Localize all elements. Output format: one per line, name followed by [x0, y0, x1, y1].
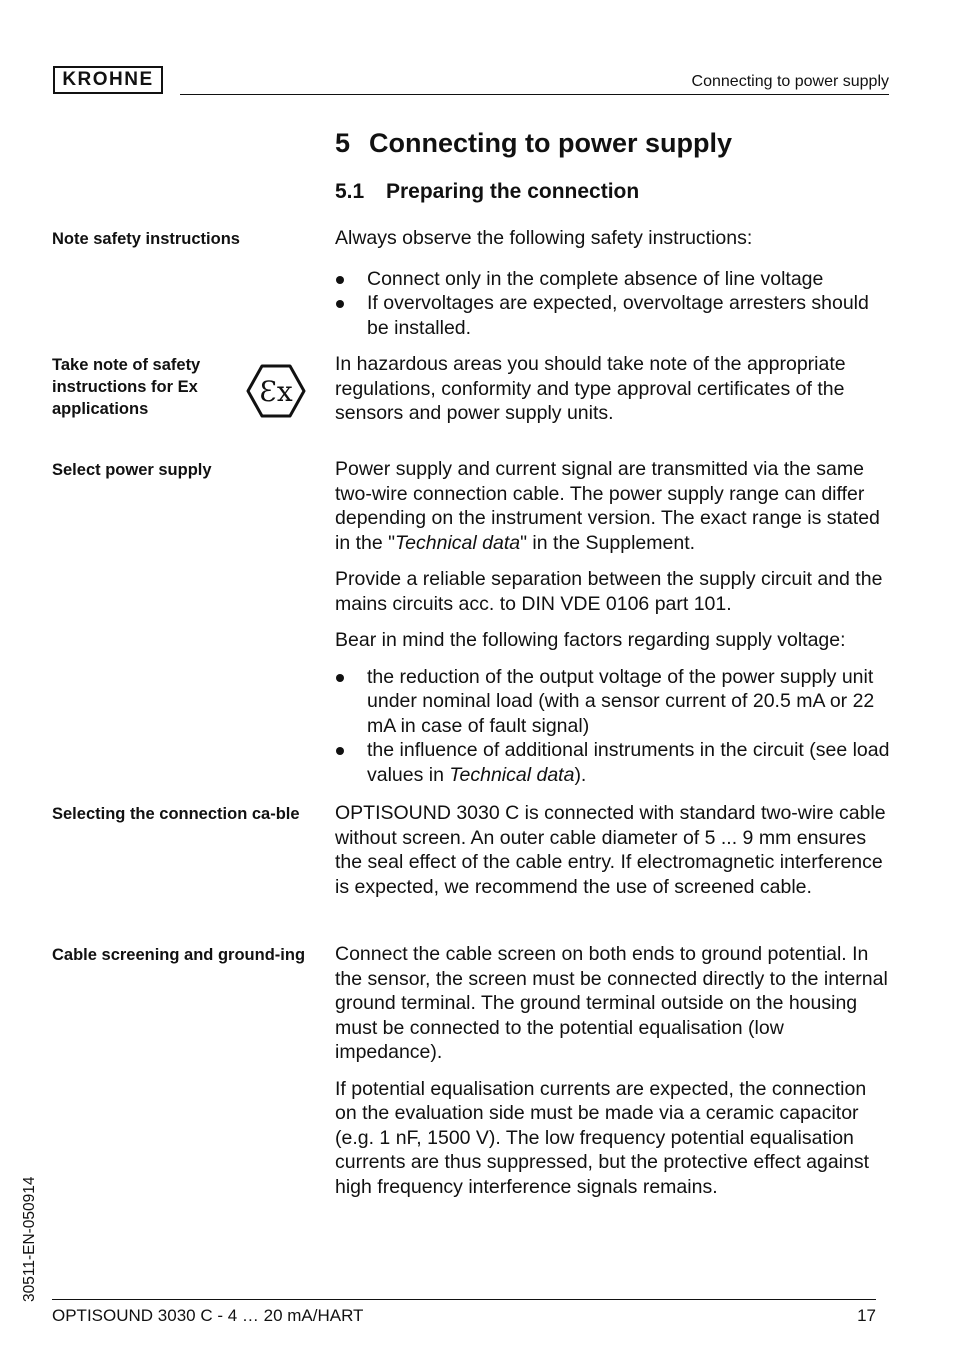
text-span: the influence of additional instruments in the circuit (see load values in [367, 739, 890, 786]
margin-note-cable: Selecting the connection ca-ble [52, 805, 300, 823]
power-supply-paragraph [335, 457, 891, 555]
footer-product: OPTISOUND 3030 C - 4 … 20 mA/HART [52, 1306, 364, 1325]
safety-intro: Always observe the following safety instructions: [335, 227, 753, 249]
margin-note-screening: Cable screening and ground-ing [52, 946, 306, 964]
margin-note-power-supply: Select power supply [52, 461, 212, 479]
footer-rule [52, 1299, 876, 1300]
text-span: ). [574, 763, 587, 786]
separation-paragraph: Provide a reliable separation between the supply circuit and the mains circuits acc. to DIN VDE 0106 part 101. [335, 568, 883, 615]
technical-data-ref: Technical data [395, 531, 521, 554]
safety-list [335, 267, 891, 341]
page-number: 17 [857, 1306, 876, 1325]
krohne-logo: KROHNE [53, 66, 163, 94]
cable-text: OPTISOUND 3030 C is connected with standard two-wire cable without screen. An outer cable diameter of 5 ... 9 mm ensures the seal effect of the cable entry. If electromagnetic interference is expected, we recommend the use of screened cable. [335, 802, 886, 898]
technical-data-ref: Technical data [449, 763, 575, 786]
ex-text: In hazardous areas you should take note of the appropriate regulations, conformity and type approval certificates of the sensors and power supply units. [335, 353, 846, 424]
header-rule [180, 94, 889, 95]
text-span: " in the Supplement. [520, 531, 696, 554]
svg-text:Ɛx: Ɛx [259, 375, 293, 408]
ex-hazard-icon [246, 364, 306, 418]
running-title: Connecting to power supply [691, 73, 889, 90]
section-heading [335, 180, 639, 204]
text-span: Power supply and current signal are transmitted via the same two-wire connection cable. The power supply range can differ depending on the instrument version. The exact range is stated in the " [335, 458, 880, 554]
screening-paragraph: Connect the cable screen on both ends to ground potential. In the sensor, the screen must be connected directly to the internal ground terminal. The ground terminal outside on the housing must be connected to the potential equalisation (low impedance). [335, 943, 888, 1063]
margin-note-ex: Take note of safety instructions for Ex applications [52, 356, 201, 418]
list-item: Connect only in the complete absence of line voltage [335, 267, 891, 292]
equalisation-paragraph: If potential equalisation currents are expected, the connection on the evaluation side must be made via a ceramic capacitor (e.g. 1 nF, 1500 V). The low frequency potential equalisation currents are thus suppressed, but the protective effect against high frequency interference signals remains. [335, 1077, 870, 1198]
list-item: If overvoltages are expected, overvoltage arresters should be installed. [335, 291, 891, 340]
factors-list [335, 665, 891, 788]
chapter-heading [335, 128, 732, 159]
section-title: Preparing the connection [386, 180, 640, 203]
chapter-title: Connecting to power supply [369, 128, 732, 158]
factors-intro: Bear in mind the following factors regarding supply voltage: [335, 629, 846, 651]
document-code: 30511-EN-050914 [21, 1176, 38, 1302]
power-supply-block [335, 457, 891, 787]
list-item [335, 738, 891, 787]
chapter-number: 5 [335, 128, 351, 158]
screening-block [335, 942, 891, 1199]
safety-block [335, 226, 891, 340]
list-item: the reduction of the output voltage of the power supply unit under nominal load (with a sensor current of 20.5 mA or 22 mA in case of fault signal) [335, 665, 891, 739]
section-number: 5.1 [335, 180, 365, 203]
margin-note-safety: Note safety instructions [52, 230, 240, 248]
